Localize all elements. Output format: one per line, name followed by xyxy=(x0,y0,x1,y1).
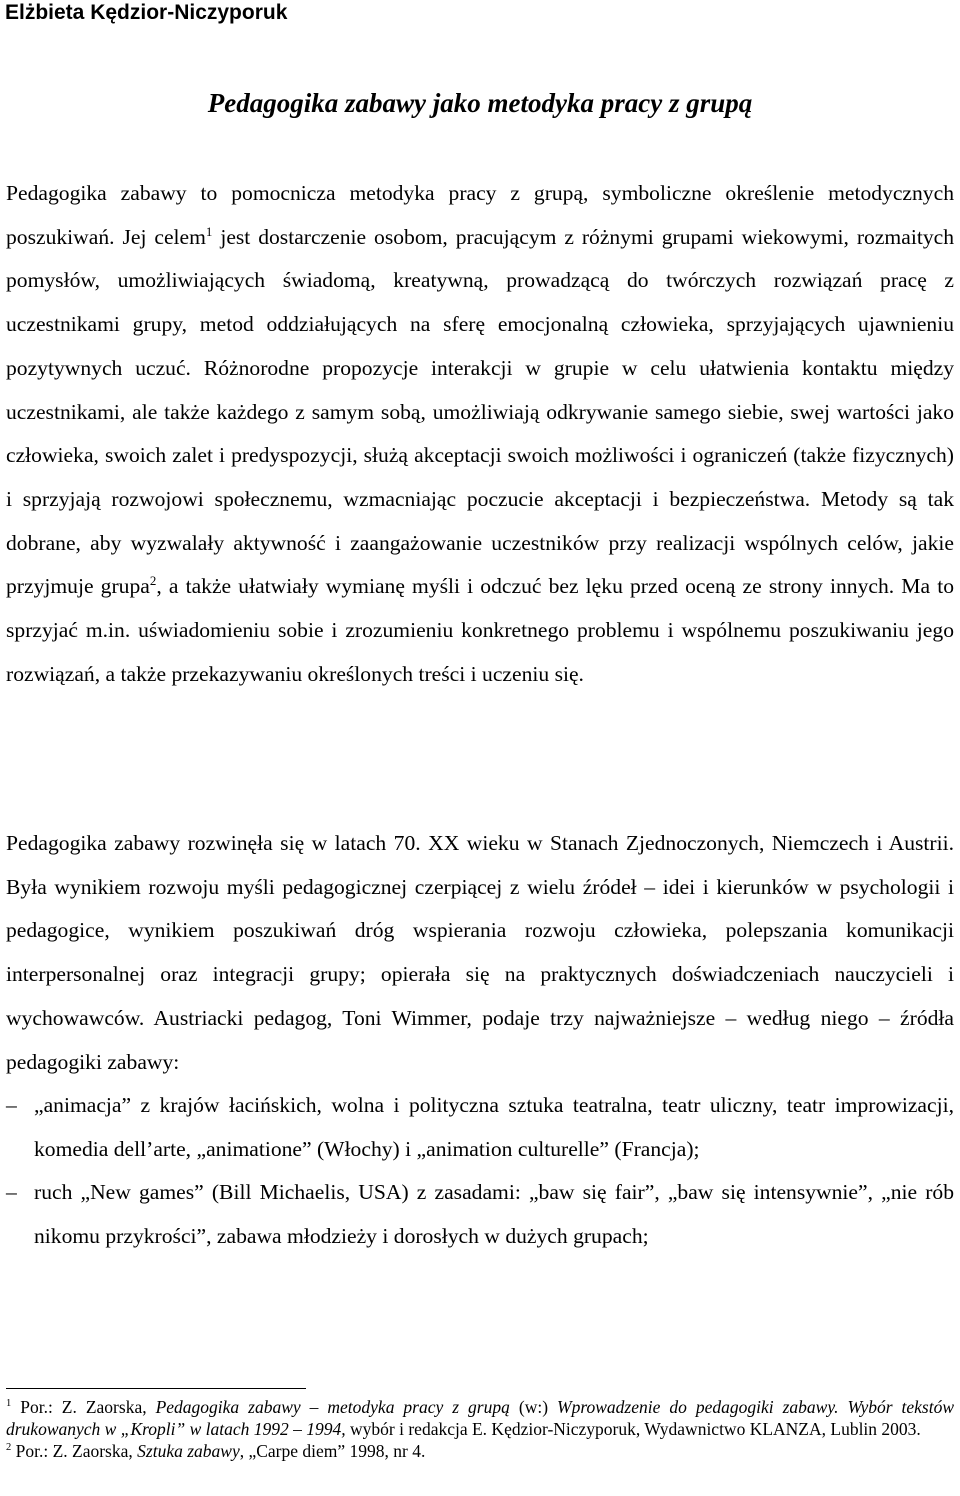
paragraph-intro-text-a: Pedagogika zabawy to pomocnicza metodyka pracy z grupą, symboliczne określenie metodycznych poszukiwań. Jej celem xyxy=(6,181,954,249)
document-title: Pedagogika zabawy jako metodyka pracy z grupą xyxy=(207,88,753,118)
author-name: Elżbieta Kędzior-Niczyporuk xyxy=(5,1,288,24)
footnote-1-title: Pedagogika zabawy – metodyka pracy z grupą xyxy=(155,1397,510,1417)
list-dash: – xyxy=(6,1093,17,1117)
footnote-1 xyxy=(6,1396,954,1440)
footnote-ref-1[interactable]: 1 xyxy=(205,223,213,239)
footnote-1-book: Wprowadzenie do pedagogiki zabawy. Wybór tekstów drukowanych w „Kropli” w latach 1992 – 1994, xyxy=(6,1397,955,1439)
list-item xyxy=(6,1171,954,1258)
paragraph-intro-text-b: jest dostarczenie osobom, pracującym z różnymi grupami wiekowymi, rozmaitych pomysłów, umożliwiających świadomą, kreatywną, prowadzącą do twórczych rozwiązań pracę z uczestnikami grupy, metod oddziałujących na sferę emocjonalną człowieka, sprzyjających ujawnieniu pozytywnych uczuć. Różnorodne propozycje interakcji w grupie w celu ułatwienia kontaktu między uczestnikami, ale także każdego z samym sobą, umożliwiają odkrywanie samego siebie, swej wartości jako człowieka, swoich zalet i predyspozycji, służą akceptacji swoich możliwości i ograniczeń (także fizycznych) i sprzyjają rozwojowi społecznemu, wzmacniając poczucie akceptacji i bezpieczeństwa. Metody są tak dobrane, aby wyzwalały aktywność i zaangażowanie uczestników przy realizacji wspólnych celów, jakie przyjmuje grupa xyxy=(6,224,954,599)
list-item-text: ruch „New games” (Bill Michaelis, USA) z zasadami: „baw się fair”, „baw się intensywnie”, „nie rób nikomu przykrości”, zabawa młodzieży i dorosłych w dużych grupach; xyxy=(34,1180,954,1249)
footnote-2-text-c: , „Carpe diem” 1998, nr 4. xyxy=(239,1441,426,1461)
footnote-separator xyxy=(6,1388,306,1389)
footnote-1-text-a: Por.: Z. Zaorska, xyxy=(11,1397,156,1417)
paragraph-intro xyxy=(6,172,954,696)
paragraph-history: Pedagogika zabawy rozwinęła się w latach 70. XX wieku w Stanach Zjednoczonych, Niemczech i Austrii. Była wynikiem rozwoju myśli pedagogicznej czerpiącej z wielu źródeł – idei i kierunków w psychologii i pedagogice, wynikiem poszukiwań dróg wspierania rozwoju człowieka, polepszania komunikacji interpersonalnej oraz integracji grupy; opierała się na praktycznych doświadczeniach nauczycieli i wychowawców. Austriacki pedagog, Toni Wimmer, podaje trzy najważniejsze – według niego – źródła pedagogiki zabawy: xyxy=(6,831,954,1074)
footnote-ref-2[interactable]: 2 xyxy=(149,573,157,589)
footnote-1-text-e: wybór i redakcja E. Kędzior-Niczyporuk, Wydawnictwo KLANZA, Lublin 2003. xyxy=(345,1419,921,1439)
footnote-1-text-c: (w:) xyxy=(509,1397,558,1417)
list-dash: – xyxy=(6,1180,17,1205)
paragraph-intro-text-c: , a także ułatwiały wymianę myśli i odczuć bez lęku przed oceną ze strony innych. Ma to sprzyjać m.in. uświadomieniu sobie i zrozumieniu konkretnego problemu i wspólnemu poszukiwaniu jego rozwiązań, a także przekazywaniu określonych treści i uczeniu się. xyxy=(6,574,954,686)
list-item-text: „animacja” z krajów łacińskich, wolna i polityczna sztuka teatralna, teatr uliczny, teatr improwizacji, komedia dell’arte, „animatione” (Włochy) i „animation culturelle” (Francja); xyxy=(34,1093,954,1161)
footnote-2-number: 2 xyxy=(6,1442,12,1454)
footnotes xyxy=(6,1396,954,1462)
footnote-2-title: Sztuka zabawy xyxy=(137,1441,240,1461)
sources-list xyxy=(6,1084,954,1259)
footnote-2 xyxy=(6,1440,954,1462)
list-item xyxy=(6,1084,954,1171)
footnote-1-number: 1 xyxy=(6,1398,12,1410)
footnote-2-text-a: Por.: Z. Zaorska, xyxy=(11,1441,138,1461)
